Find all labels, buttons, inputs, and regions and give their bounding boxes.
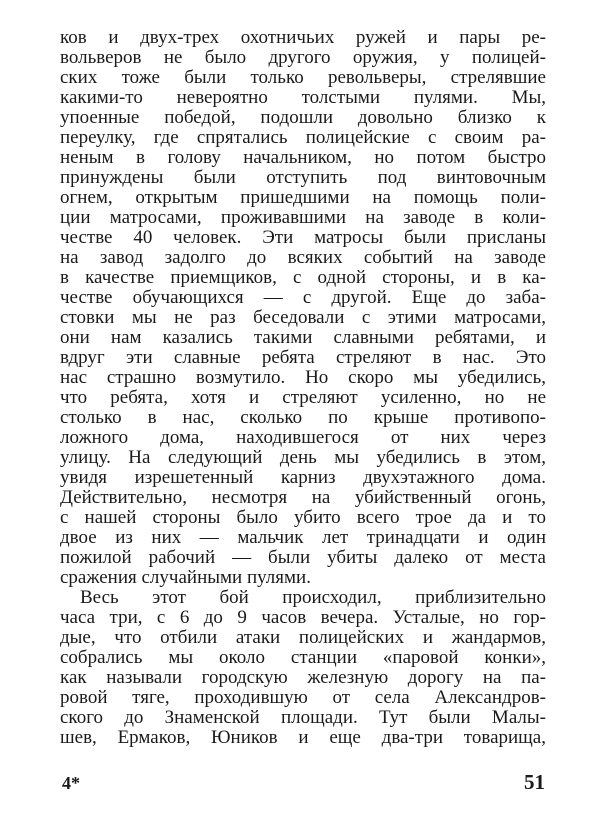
text-line: Действительно, несмотря на убийственный огонь, (60, 487, 546, 508)
text-line: ровой тяге, проходившую от села Александров- (60, 687, 546, 708)
text-line: ков и двух-трех охотничьих ружей и пары ре- (60, 27, 546, 48)
text-line: нас страшно возмутило. Но скоро мы убедились, (60, 367, 546, 388)
text-line: двое из них — мальчик лет тринадцати и один (60, 527, 546, 548)
signature-mark: 4* (62, 773, 80, 793)
text-line: шев, Ермаков, Юников и еще два-три товарища, (60, 727, 546, 748)
text-line: упоенные победой, подошли довольно близко к (60, 107, 546, 128)
text-line: собрались мы около станции «паровой конки», (60, 647, 546, 668)
text-line: Весь этот бой происходил, приблизительно (80, 587, 546, 608)
text-line: честве обучающихся — с другой. Еще до заба- (60, 287, 546, 308)
body-text (60, 28, 546, 748)
page-number: 51 (524, 770, 545, 794)
text-line: вдруг эти славные ребята стреляют в нас. Это (60, 347, 546, 368)
text-line: переулку, где спрятались полицейские с своим ра- (60, 127, 546, 148)
text-line: какими-то невероятно толстыми пулями. Мы, (60, 87, 546, 108)
text-line: улицу. На следующий день мы убедились в этом, (60, 447, 546, 468)
text-line: часа три, с 6 до 9 часов вечера. Усталые, но гор- (60, 607, 546, 628)
text-line: пожилой рабочий — были убиты далеко от места (60, 547, 546, 568)
text-line: в качестве приемщиков, с одной стороны, и в ка- (60, 267, 546, 288)
text-line: неным в голову начальником, но потом быстро (60, 147, 546, 168)
text-line: увидя изрешетенный карниз двухэтажного дома. (60, 467, 546, 488)
text-line: сражения случайными пулями. (60, 567, 311, 588)
text-line: огнем, открытым пришедшими на помощь поли- (60, 187, 546, 208)
text-line: принуждены были отступить под винтовочным (60, 167, 546, 188)
text-line: ции матросами, проживавшими на заводе в коли- (60, 207, 546, 228)
text-line: дые, что отбили атаки полицейских и жандармов, (60, 627, 546, 648)
text-line: ложного дома, находившегося от них через (60, 427, 546, 448)
text-line: столько в нас, сколько по крыше противопо- (60, 407, 546, 428)
text-line: с нашей стороны было убито всего трое да и то (60, 507, 546, 528)
text-line: честве 40 человек. Эти матросы были присланы (60, 227, 546, 248)
text-line: ских тоже были только револьверы, стрелявшие (60, 67, 546, 88)
text-line: что ребята, хотя и стреляют усиленно, но не (60, 387, 546, 408)
text-line: вольверов не было другого оружия, у полицей- (60, 47, 546, 68)
text-line: стовки мы не раз беседовали с этими матросами, (60, 307, 546, 328)
text-line: ского до Знаменской площади. Тут были Малы- (60, 707, 546, 728)
text-line: как называли городскую железную дорогу на па- (60, 667, 546, 688)
text-line: они нам казались такими славными ребятами, и (60, 327, 546, 348)
text-line: на завод задолго до всяких событий на заводе (60, 247, 546, 268)
